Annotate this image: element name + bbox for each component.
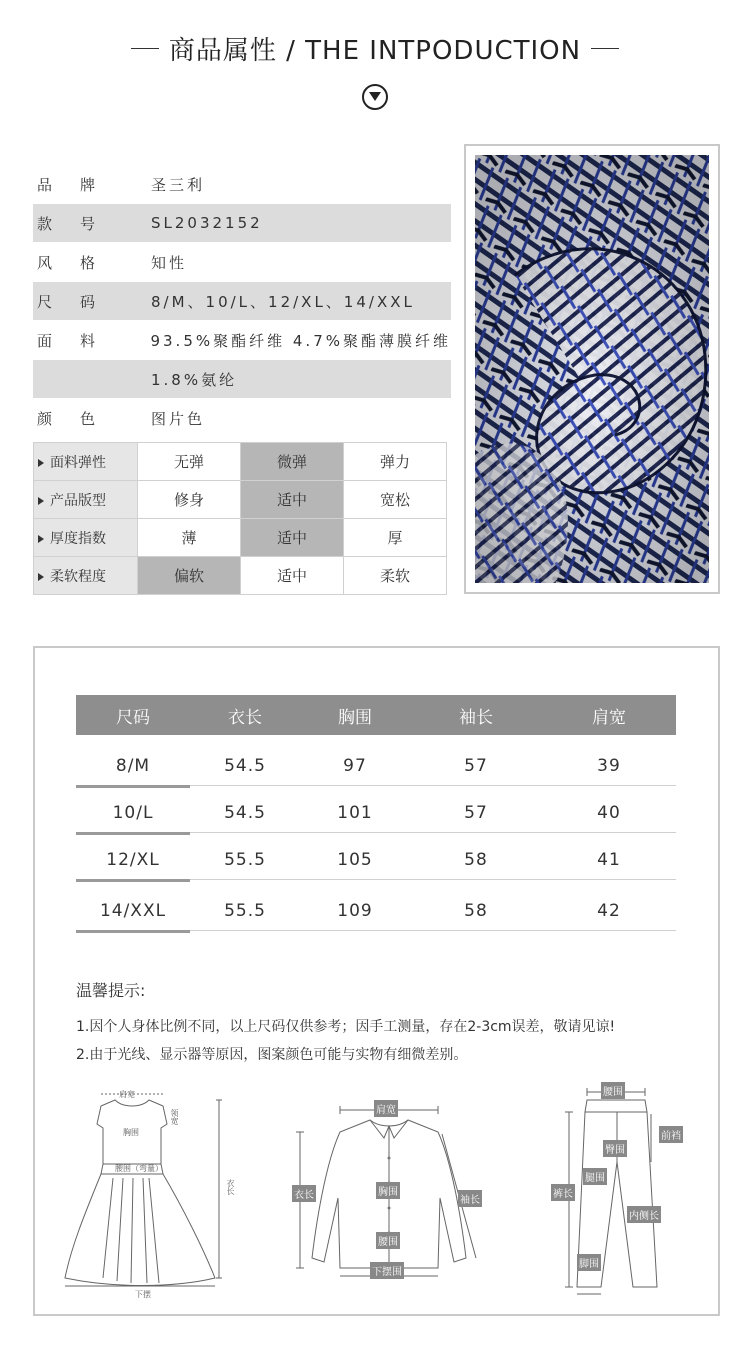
size-chart-box (33, 646, 720, 1316)
size-row (76, 793, 676, 833)
size-header-cell: 衣长 (228, 707, 262, 728)
size-value: 105 (337, 849, 373, 870)
dress-chest-label: 胸围 (123, 1128, 139, 1137)
spec-value: 93.5%聚酯纤维 4.7%聚酯薄膜纤维 (150, 331, 451, 350)
size-header-cell: 胸围 (338, 707, 372, 728)
size-label: 8/M (76, 756, 190, 776)
product-spec-list (33, 165, 451, 438)
spec-label: 尺码 (37, 292, 124, 311)
attribute-option: 弹力 (344, 443, 447, 481)
attribute-option: 适中 (241, 519, 344, 557)
size-underline (76, 930, 190, 933)
size-value: 55.5 (224, 849, 266, 870)
size-value: 101 (337, 802, 373, 823)
attribute-option: 宽松 (344, 481, 447, 519)
shirt-sleeve-label: 袖长 (458, 1190, 482, 1207)
pants-rise-label: 前裆 (659, 1126, 683, 1143)
size-header-cell: 尺码 (116, 707, 150, 728)
shirt-waist-label: 腰围 (376, 1232, 400, 1249)
tips-line-1: 1.因个人身体比例不同，以上尺码仅供参考；因手工测量，存在2-3cm误差，敬请见谅! (76, 1019, 616, 1035)
spec-label: 面料 (37, 331, 124, 350)
tips-section (76, 978, 696, 1069)
size-header-cell: 袖长 (459, 707, 493, 728)
attribute-table (33, 442, 447, 595)
spec-value: 8/M、10/L、12/XL、14/XXL (151, 292, 415, 311)
spec-value: 圣三利 (151, 175, 206, 194)
title-right-dash (591, 48, 619, 49)
size-header-cell: 肩宽 (592, 707, 626, 728)
attribute-name (34, 557, 138, 595)
pants-thigh-label: 腿围 (583, 1168, 607, 1185)
spec-row (33, 165, 451, 203)
spec-value: 图片色 (151, 409, 206, 428)
dress-hem-label: 下摆 (135, 1290, 151, 1299)
attribute-name-text: 柔软程度 (50, 568, 106, 585)
size-row (76, 891, 676, 931)
dress-neck-label: 领宽 (170, 1109, 179, 1125)
size-value: 41 (597, 849, 621, 870)
attribute-option: 厚 (344, 519, 447, 557)
shirt-shoulder-label: 肩宽 (374, 1100, 398, 1117)
attribute-option: 适中 (241, 557, 344, 595)
spec-label: 风格 (37, 253, 124, 272)
title-left-dash (131, 48, 159, 49)
dress-waist-label: 腰围（弯量） (115, 1164, 163, 1173)
attribute-row (34, 557, 447, 595)
attribute-row (34, 519, 447, 557)
attribute-option: 无弹 (138, 443, 241, 481)
spec-value: 知性 (151, 253, 188, 272)
pants-waist-label: 腰围 (601, 1082, 625, 1099)
shirt-length-label: 衣长 (292, 1185, 316, 1202)
size-value: 54.5 (224, 802, 266, 823)
shirt-diagram (290, 1098, 490, 1278)
size-label: 14/XXL (76, 901, 190, 921)
shirt-hem-label: 下摆围 (370, 1262, 404, 1279)
size-value: 42 (597, 900, 621, 921)
triangle-right-icon (38, 459, 44, 467)
spec-value: SL2032152 (151, 214, 263, 232)
attribute-option: 适中 (241, 481, 344, 519)
shirt-chest-label: 胸围 (376, 1182, 400, 1199)
size-underline (76, 879, 190, 882)
size-label: 12/XL (76, 850, 190, 870)
pants-inseam-label: 内侧长 (627, 1206, 661, 1223)
attribute-option: 薄 (138, 519, 241, 557)
fabric-photo-frame (464, 144, 720, 594)
size-row (76, 746, 676, 786)
spec-value: 1.8%氨纶 (151, 370, 238, 389)
size-value: 40 (597, 802, 621, 823)
attribute-name (34, 519, 138, 557)
spec-label: 颜色 (37, 409, 124, 428)
dress-diagram (63, 1088, 233, 1300)
spec-label: 品牌 (37, 175, 124, 194)
spec-row (33, 282, 451, 320)
section-header (0, 30, 750, 67)
size-value: 39 (597, 755, 621, 776)
attribute-row (34, 443, 447, 481)
size-label: 10/L (76, 803, 190, 823)
spec-label: 款号 (37, 214, 124, 233)
size-value: 109 (337, 900, 373, 921)
spec-row (33, 360, 451, 398)
size-value: 54.5 (224, 755, 266, 776)
size-row (76, 840, 676, 880)
size-value: 55.5 (224, 900, 266, 921)
spec-row (33, 243, 451, 281)
dress-length-label: 衣长 (226, 1179, 235, 1195)
page-title (131, 30, 619, 67)
size-value: 57 (464, 802, 488, 823)
size-value: 57 (464, 755, 488, 776)
size-underline (76, 832, 190, 835)
pants-foot-label: 脚围 (577, 1254, 601, 1271)
size-underline (76, 785, 190, 788)
spec-row (33, 399, 451, 437)
attribute-name-text: 面料弹性 (50, 454, 106, 471)
pants-length-label: 裤长 (551, 1184, 575, 1201)
attribute-name-text: 厚度指数 (50, 530, 106, 547)
title-text: 商品属性 / THE INTPODUCTION (168, 36, 582, 66)
spec-row (33, 321, 451, 359)
fabric-photo (475, 155, 709, 583)
size-value: 97 (343, 755, 367, 776)
triangle-right-icon (38, 573, 44, 581)
size-table-header (76, 695, 676, 735)
tips-line-2: 2.由于光线、显示器等原因，图案颜色可能与实物有细微差别。 (76, 1047, 468, 1063)
attribute-name (34, 443, 138, 481)
attribute-name (34, 481, 138, 519)
size-value: 58 (464, 900, 488, 921)
dress-shoulder-label: 肩宽 (119, 1090, 135, 1099)
spec-row (33, 204, 451, 242)
triangle-right-icon (38, 535, 44, 543)
chevron-down-icon (362, 84, 388, 110)
pants-diagram (547, 1082, 697, 1297)
attribute-row (34, 481, 447, 519)
attribute-name-text: 产品版型 (50, 492, 106, 509)
attribute-option: 偏软 (138, 557, 241, 595)
attribute-option: 修身 (138, 481, 241, 519)
attribute-option: 微弹 (241, 443, 344, 481)
attribute-option: 柔软 (344, 557, 447, 595)
triangle-right-icon (38, 497, 44, 505)
size-value: 58 (464, 849, 488, 870)
pants-hip-label: 臀围 (603, 1140, 627, 1157)
tips-title: 温馨提示: (76, 981, 146, 1000)
